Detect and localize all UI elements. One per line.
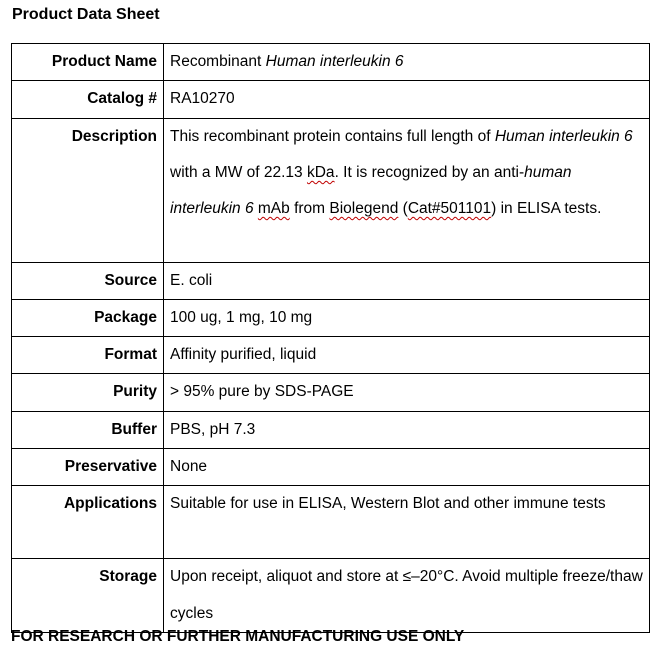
product-name-italic: Human interleukin 6 [265,53,404,70]
desc-text-2: with a MW of 22.13 [170,163,307,181]
row-label-package: Package [12,299,164,336]
desc-spellcheck-kda: kDa [306,163,335,181]
table-row-purity [12,374,650,411]
row-label-source: Source [12,262,164,299]
desc-text-1: This recombinant protein contains full length of [170,127,495,145]
row-value-description [164,118,650,262]
row-value-applications: Suitable for use in ELISA, Western Blot and other immune tests [164,486,650,559]
row-label-preservative: Preservative [12,449,164,486]
table-row-format [12,337,650,374]
row-value-purity: > 95% pure by SDS-PAGE [164,374,650,411]
desc-text-3: . It is recognized by an anti- [334,163,525,181]
row-label-product-name: Product Name [12,44,164,81]
table-row-description [12,118,650,262]
desc-italic-1: Human interleukin 6 [494,127,633,145]
row-label-description: Description [12,118,164,262]
row-label-buffer: Buffer [12,411,164,448]
row-label-purity: Purity [12,374,164,411]
row-label-storage: Storage [12,559,164,633]
product-name-prefix: Recombinant [170,53,266,70]
table-row-storage [12,559,650,633]
page-title: Product Data Sheet [12,6,160,23]
table-row-source [12,262,650,299]
desc-text-7: ) in ELISA tests. [491,200,602,218]
row-label-applications: Applications [12,486,164,559]
desc-text-6: ( [398,200,408,218]
row-label-format: Format [12,337,164,374]
row-value-buffer: PBS, pH 7.3 [164,411,650,448]
row-value-source: E. coli [164,262,650,299]
row-value-preservative: None [164,449,650,486]
row-value-format: Affinity purified, liquid [164,337,650,374]
row-value-package: 100 ug, 1 mg, 10 mg [164,299,650,336]
table-row-applications [12,486,650,559]
desc-spellcheck-biolegend: Biolegend [329,200,399,218]
product-data-table [11,43,650,633]
row-value-storage: Upon receipt, aliquot and store at ≤–20°C. Avoid multiple freeze/thaw cycles [164,559,650,633]
row-label-catalog: Catalog # [12,81,164,118]
desc-spellcheck-cat: Cat#501101 [407,200,492,218]
table-row-package [12,299,650,336]
table-row-preservative [12,449,650,486]
row-value-catalog: RA10270 [164,81,650,118]
desc-spellcheck-mab: mAb [257,200,290,218]
table-row-product-name [12,44,650,81]
desc-italic-2: human interleukin 6 [170,163,572,218]
table-row-buffer [12,411,650,448]
footer-disclaimer: FOR RESEARCH OR FURTHER MANUFACTURING USE ONLY [11,628,465,645]
row-value-product-name [164,44,650,81]
table-row-catalog [12,81,650,118]
desc-text-5: from [289,200,330,218]
